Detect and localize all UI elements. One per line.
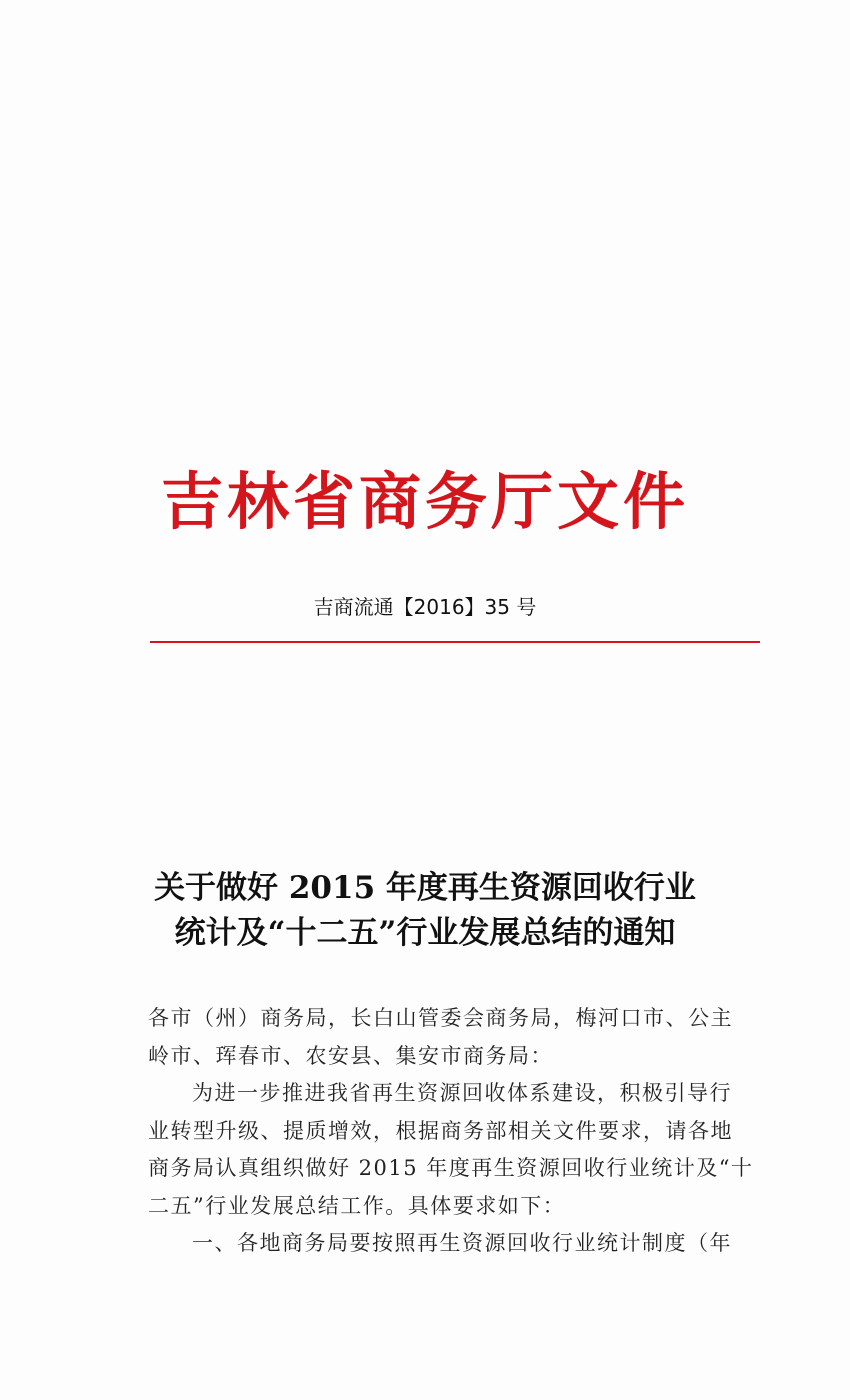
body-line: 各市（州）商务局，长白山管委会商务局，梅河口市、公主 <box>148 1006 733 1030</box>
body-line: 一、各地商务局要按照再生资源回收行业统计制度（年 <box>192 1231 732 1255</box>
notice-title-line-2: 统计及“十二五”行业发展总结的通知 <box>174 915 676 951</box>
body-line: 岭市、珲春市、农安县、集安市商务局： <box>148 1043 553 1068</box>
red-divider-line <box>150 641 760 643</box>
issuing-authority-header: 吉林省商务厅文件 <box>160 465 689 538</box>
body-line: 为进一步推进我省再生资源回收体系建设，积极引导行 <box>192 1081 732 1105</box>
body-line: 商务局认真组织做好 2015 年度再生资源回收行业统计及“十 <box>148 1156 754 1180</box>
body-line: 二五”行业发展总结工作。具体要求如下： <box>148 1193 566 1218</box>
notice-body <box>148 1000 754 1263</box>
body-line: 业转型升级、提质增效，根据商务部相关文件要求，请各地 <box>148 1118 733 1143</box>
document-number: 吉商流通【2016】35 号 <box>313 595 537 619</box>
notice-title-line-1: 关于做好 2015 年度再生资源回收行业 <box>154 870 696 906</box>
notice-title <box>100 866 750 956</box>
